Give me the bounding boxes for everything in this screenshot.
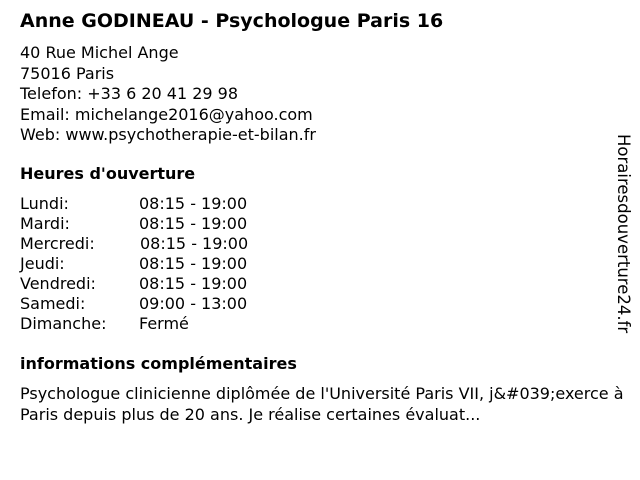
hours-row-tuesday: [20, 214, 320, 234]
business-title: Anne GODINEAU - Psychologue Paris 16: [20, 10, 444, 32]
phone-line: Telefon: +33 6 20 41 29 98: [20, 84, 239, 103]
additional-info-heading: informations complémentaires: [20, 354, 297, 373]
day-label: Mercredi:: [20, 234, 95, 253]
address-street: 40 Rue Michel Ange: [20, 43, 179, 62]
hours-row-sunday: [20, 314, 320, 334]
website-line: Web: www.psychotherapie-et-bilan.fr: [20, 125, 316, 144]
hours-row-monday: [20, 194, 320, 214]
site-watermark: Horairesdouverture24.fr: [614, 134, 633, 334]
day-hours: 08:15 - 19:00: [139, 274, 248, 293]
day-hours: 08:15 - 19:00: [140, 234, 249, 253]
additional-info-text: Psychologue clinicienne diplômée de l'Université Paris VII, j&#039;exerce à Paris depuis plus de 20 ans. Je réalise certaines évaluat...: [20, 384, 624, 424]
email-line: Email: michelange2016@yahoo.com: [20, 104, 313, 124]
day-hours: 08:15 - 19:00: [139, 254, 248, 273]
day-label: Vendredi:: [20, 274, 96, 293]
address-city: 75016 Paris: [20, 63, 115, 83]
opening-hours-table: [20, 194, 320, 334]
day-label: Dimanche:: [20, 314, 107, 333]
day-hours: Fermé: [139, 314, 189, 333]
day-hours: 09:00 - 13:00: [139, 294, 248, 313]
hours-row-friday: [20, 274, 320, 294]
hours-row-wednesday: [20, 234, 320, 254]
day-label: Lundi:: [20, 194, 69, 213]
hours-row-thursday: [20, 254, 320, 274]
opening-hours-heading: Heures d'ouverture: [20, 164, 196, 183]
day-hours: 08:15 - 19:00: [139, 194, 248, 213]
day-label: Mardi:: [20, 214, 70, 233]
contact-block: [20, 43, 316, 146]
day-label: Samedi:: [20, 294, 86, 313]
day-hours: 08:15 - 19:00: [139, 214, 248, 233]
hours-row-saturday: [20, 294, 320, 314]
day-label: Jeudi:: [20, 254, 65, 273]
